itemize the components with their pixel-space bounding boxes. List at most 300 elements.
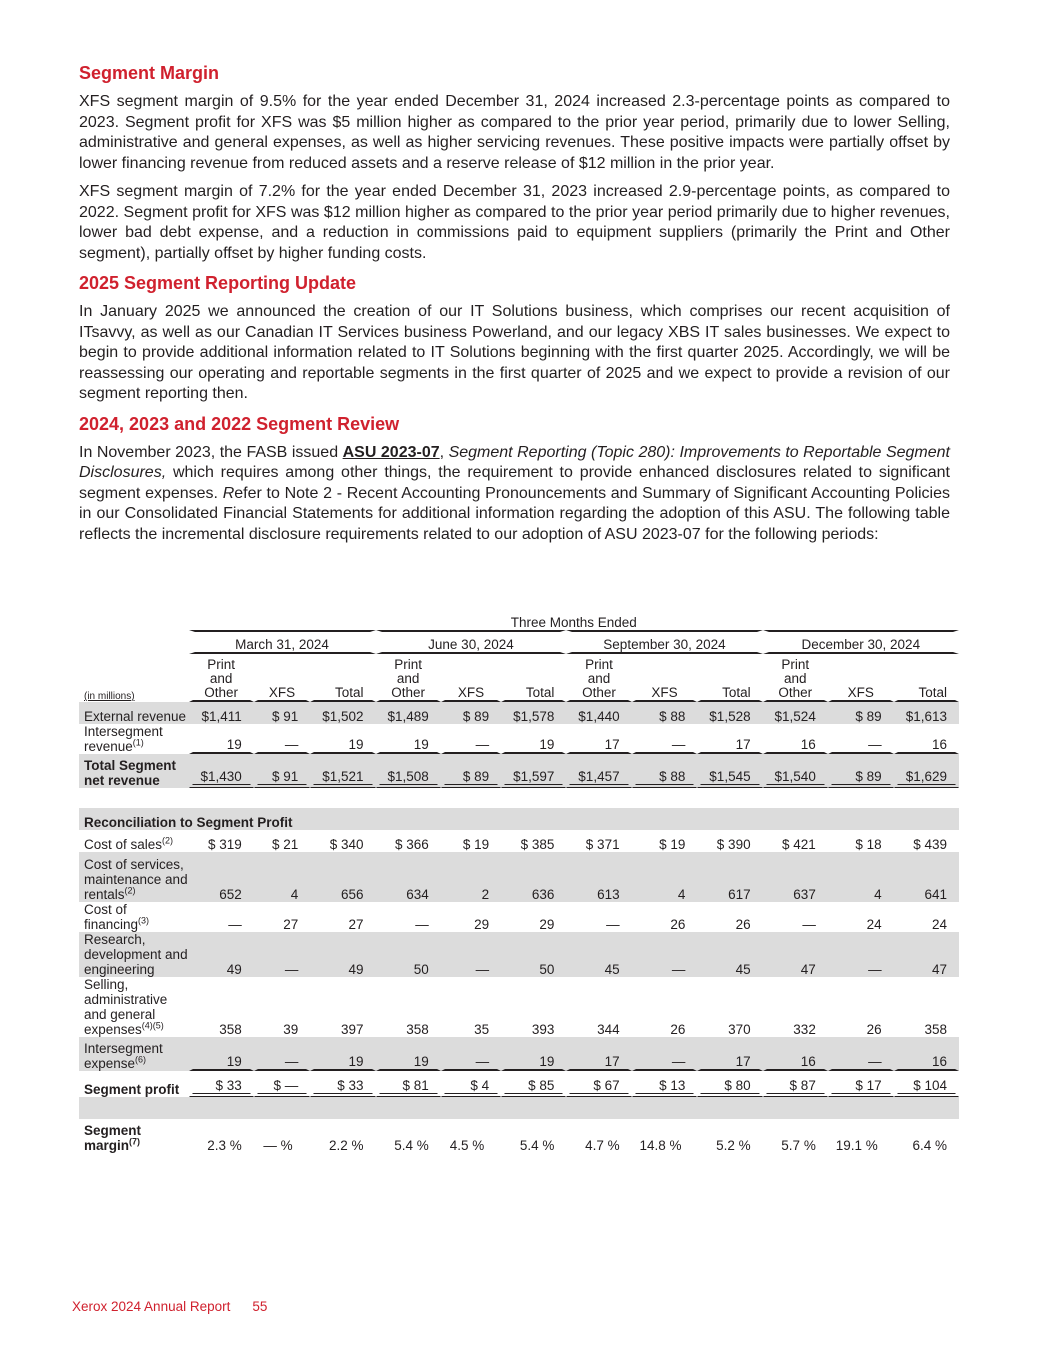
table-cell (254, 1037, 311, 1071)
cell-value: 26 (735, 917, 751, 932)
cell-value: — (802, 917, 816, 932)
table-cell (697, 852, 762, 902)
table-cell (189, 830, 254, 852)
row-label-text: Cost of services, maintenance and rentals (84, 857, 188, 902)
column-header-line: and (396, 671, 420, 686)
cell-value: 16 (931, 1054, 947, 1069)
table-cell (632, 754, 698, 788)
text: which requires among other things, the requirement to provide enhanced disclosures related to significant segment expenses. (79, 464, 950, 502)
cell-value: 27 (283, 917, 299, 932)
heading-reporting-update: 2025 Segment Reporting Update (79, 273, 357, 293)
cell-value: 45 (604, 962, 620, 977)
column-header-print-and-other (189, 654, 254, 702)
table-cell (566, 1071, 631, 1097)
spacer-cell (79, 788, 959, 808)
table-cell (441, 830, 501, 852)
table-cell (254, 852, 311, 902)
cell-value: 19 (539, 1054, 555, 1069)
table-cell (763, 724, 828, 754)
column-header-line: Print (394, 657, 423, 672)
table-row (79, 852, 959, 902)
cell-value: 27 (348, 917, 364, 932)
cell-value: $ 88 (659, 769, 686, 784)
table-cell (441, 1037, 501, 1071)
cell-value: 19 (413, 1054, 429, 1069)
segment-table (79, 612, 959, 1153)
table-row (79, 1119, 959, 1153)
table-cell (697, 1071, 762, 1097)
column-header-line: Other (204, 685, 239, 700)
cell-value: $ 89 (855, 709, 882, 724)
table-cell (376, 932, 441, 977)
table-cell (254, 932, 311, 977)
cell-value: $1,508 (387, 769, 429, 784)
table-cell (894, 754, 959, 788)
cell-value: 5.4 % (394, 1138, 429, 1153)
cell-value: 45 (735, 962, 751, 977)
cell-value: $ 366 (394, 837, 429, 852)
paragraph-xfs-2024: XFS segment margin of 9.5% for the year ended December 31, 2024 increased 2.3-percentage points as compared to 2023. Segment profit for XFS was $5 million higher as compared to the prior year period, primarily due to lower Selling, administrative and general expenses, as well as higher servicing revenues. These positive impacts were partially offset by lower financing revenue from reduced assets and a reserve release of $12 million in the prior year. (79, 93, 950, 172)
cell-value: 641 (924, 887, 947, 902)
row-label (79, 1071, 189, 1097)
table-cell (501, 754, 566, 788)
table-cell (376, 852, 441, 902)
table-cell (697, 754, 762, 788)
row-label-text: Research, development and engineering (84, 932, 188, 977)
cell-value: — % (263, 1138, 293, 1153)
cell-value: 617 (728, 887, 751, 902)
cell-value: 26 (670, 1022, 686, 1037)
table-cell (254, 977, 311, 1037)
table-cell (763, 902, 828, 932)
cell-value: 17 (604, 1054, 620, 1069)
table-cell (632, 702, 698, 724)
table-cell (189, 852, 254, 902)
row-label (79, 977, 189, 1037)
cell-value: 39 (283, 1022, 299, 1037)
cell-value: — (868, 1054, 882, 1069)
table-cell (894, 1037, 959, 1071)
table-cell (566, 977, 631, 1037)
table-cell (697, 977, 762, 1037)
table-cell (501, 852, 566, 902)
heading-segment-margin: Segment Margin (79, 63, 220, 83)
table-cell (376, 724, 441, 754)
column-header-print-and-other (763, 654, 828, 702)
text: In November 2023, the FASB issued (79, 443, 343, 461)
table-row (79, 754, 959, 788)
cell-value: 19 (226, 1054, 242, 1069)
row-label (79, 852, 189, 902)
footnote-marker: (1) (132, 737, 144, 748)
cell-value: 49 (348, 962, 364, 977)
table-cell (310, 852, 375, 902)
table-cell (828, 932, 894, 977)
column-header-line: Print (585, 657, 613, 672)
cell-value: 26 (670, 917, 686, 932)
italic-title: Segment Reporting (Topic 280): Improvements to Reportable Segment Disclosures, (79, 443, 950, 481)
cell-value: 332 (793, 1022, 816, 1037)
table-cell (254, 754, 311, 788)
text: , (439, 443, 449, 461)
table-row (79, 1071, 959, 1097)
spacer-row (79, 1097, 959, 1119)
row-label (79, 808, 959, 830)
column-header-line: Other (391, 685, 426, 700)
cell-value: 613 (597, 887, 620, 902)
cell-value: $1,524 (774, 709, 816, 724)
column-header-total: Total (894, 654, 959, 702)
cell-value: 4 (874, 887, 882, 902)
cell-value: 19 (348, 1054, 364, 1069)
cell-value: — (284, 737, 299, 752)
table-row (79, 1037, 959, 1071)
cell-value: — (671, 1054, 686, 1069)
row-label (79, 1119, 189, 1153)
table-cell (501, 1119, 566, 1153)
table-cell (189, 1071, 254, 1097)
table-cell (697, 932, 762, 977)
table-cell (254, 1071, 311, 1097)
table-cell (894, 932, 959, 977)
column-header-line: Other (582, 685, 616, 700)
table-cell (632, 1071, 698, 1097)
table-cell (189, 977, 254, 1037)
cell-value: 17 (735, 1054, 751, 1069)
cell-value: $1,578 (513, 709, 555, 724)
cell-value: $ 371 (585, 837, 620, 852)
cell-value: 393 (531, 1022, 555, 1037)
column-header-line: and (209, 671, 233, 686)
table-cell (376, 902, 441, 932)
table-cell (697, 1119, 762, 1153)
cell-value: 19 (539, 737, 555, 752)
cell-value: 637 (793, 887, 816, 902)
cell-value: 5.2 % (716, 1138, 751, 1153)
table-cell (310, 902, 375, 932)
cell-value: 358 (406, 1022, 429, 1037)
table-row (79, 702, 959, 724)
cell-value: $ 18 (855, 837, 882, 852)
table-cell (254, 902, 311, 932)
footnote-marker: (2) (162, 835, 174, 846)
table-cell (763, 1037, 828, 1071)
column-header-line: Print (781, 657, 810, 672)
cell-value: 16 (931, 737, 947, 752)
table-cell (566, 724, 631, 754)
table-cell (632, 852, 698, 902)
table-cell (894, 830, 959, 852)
table-cell (376, 1119, 441, 1153)
cell-value: $1,489 (387, 709, 429, 724)
cell-value: 35 (474, 1022, 490, 1037)
table-cell (828, 702, 894, 724)
cell-value: 2 (481, 887, 490, 902)
column-header-line: Print (207, 657, 236, 672)
table-cell (441, 754, 501, 788)
cell-value: 47 (800, 962, 816, 977)
cell-value: $1,613 (905, 709, 947, 724)
column-header-line: and (783, 671, 807, 686)
row-label-text: Cost of financing (84, 902, 139, 932)
cell-value: $ 80 (724, 1078, 751, 1093)
cell-value: — (475, 962, 490, 977)
table-cell (828, 754, 894, 788)
period-header: June 30, 2024 (376, 630, 567, 654)
cell-value: 344 (597, 1022, 620, 1037)
table-cell (894, 724, 959, 754)
table-row (79, 932, 959, 977)
table-cell (501, 977, 566, 1037)
table-cell (763, 830, 828, 852)
cell-value: 4.7 % (585, 1138, 620, 1153)
table-cell (310, 1071, 375, 1097)
period-header: December 30, 2024 (763, 630, 959, 654)
row-label (79, 830, 189, 852)
table-cell (376, 1037, 441, 1071)
table-cell (189, 754, 254, 788)
table-cell (632, 1119, 698, 1153)
table-cell (763, 1119, 828, 1153)
cell-value: $ 13 (659, 1078, 686, 1093)
cell-value: — (475, 1054, 490, 1069)
cell-value: 634 (406, 887, 429, 902)
cell-value: — (475, 737, 490, 752)
table-cell (189, 902, 254, 932)
table-cell (894, 852, 959, 902)
table-cell (376, 830, 441, 852)
table-cell (254, 702, 311, 724)
cell-value: — (868, 737, 882, 752)
cell-value: $1,521 (322, 769, 364, 784)
table-cell (894, 1119, 959, 1153)
cell-value: — (415, 917, 429, 932)
table-cell (310, 724, 375, 754)
footnote-marker: (7) (129, 1136, 141, 1147)
row-label-text: Segment profit (84, 1082, 180, 1097)
table-row (79, 830, 959, 852)
table-cell (697, 702, 762, 724)
table-cell (697, 724, 762, 754)
cell-value: 16 (800, 737, 816, 752)
cell-value: 5.7 % (781, 1138, 816, 1153)
cell-value: $ 390 (716, 837, 751, 852)
cell-value: 29 (539, 917, 555, 932)
spacer-cell (79, 1097, 959, 1119)
table-cell (189, 724, 254, 754)
table-cell (763, 754, 828, 788)
italic-r: R (222, 484, 235, 502)
table-row (79, 977, 959, 1037)
cell-value: 24 (866, 917, 882, 932)
cell-value: 29 (474, 917, 490, 932)
cell-value: $ 87 (789, 1078, 816, 1093)
table-cell (501, 702, 566, 724)
row-label-text: Segment margin (84, 1123, 142, 1153)
cell-value: $ 33 (215, 1078, 242, 1093)
row-label (79, 702, 189, 724)
table-row (79, 808, 959, 830)
cell-value: 17 (604, 737, 620, 752)
row-label (79, 902, 189, 932)
table-cell (632, 830, 698, 852)
row-label-text: Cost of sales (84, 837, 163, 852)
row-label (79, 1037, 189, 1071)
column-header-line: and (587, 671, 611, 686)
table-cell (566, 754, 631, 788)
cell-value: 4 (290, 887, 299, 902)
table-cell (828, 1037, 894, 1071)
table-cell (310, 977, 375, 1037)
cell-value: $1,411 (201, 709, 242, 724)
cell-value: 26 (866, 1022, 882, 1037)
cell-value: 19 (226, 737, 242, 752)
row-label (79, 754, 189, 788)
table-cell (828, 852, 894, 902)
footnote-marker: (4)(5) (141, 1020, 164, 1031)
cell-value: 2.3 % (207, 1138, 242, 1153)
table-cell (566, 1037, 631, 1071)
cell-value: 2.2 % (329, 1138, 364, 1153)
table-cell (254, 830, 311, 852)
table-cell (828, 977, 894, 1037)
table-cell (566, 902, 631, 932)
cell-value: — (284, 962, 299, 977)
cell-value: $ 4 (470, 1078, 490, 1093)
cell-value: $ 81 (402, 1078, 429, 1093)
table-cell (310, 1037, 375, 1071)
page-number: 55 (252, 1299, 268, 1314)
column-header-line: Other (778, 685, 813, 700)
table-cell (501, 830, 566, 852)
table-cell (501, 902, 566, 932)
cell-value: 636 (531, 887, 555, 902)
table-cell (632, 902, 698, 932)
column-header-total: Total (697, 654, 762, 702)
cell-value: 4.5 % (449, 1138, 485, 1153)
period-header: March 31, 2024 (189, 630, 376, 654)
cell-value: $1,545 (709, 769, 751, 784)
units-label (79, 654, 189, 702)
table-cell (763, 932, 828, 977)
cell-value: 50 (539, 962, 555, 977)
table-cell (828, 830, 894, 852)
cell-value: $ — (273, 1078, 299, 1093)
cell-value: 16 (800, 1054, 816, 1069)
table-cell (566, 1119, 631, 1153)
cell-value: — (671, 737, 686, 752)
column-header-xfs: XFS (254, 654, 311, 702)
cell-value: $1,597 (513, 769, 555, 784)
cell-value: $1,430 (200, 769, 242, 784)
table-cell (632, 977, 698, 1037)
table-cell (254, 724, 311, 754)
table-cell (566, 702, 631, 724)
row-label-text: Selling, administrative and general expenses (84, 977, 168, 1037)
row-label-text: Intersegment revenue (84, 724, 163, 754)
table-cell (566, 852, 631, 902)
table-cell (441, 902, 501, 932)
table-cell (501, 932, 566, 977)
table-cell (763, 852, 828, 902)
cell-value: $1,540 (774, 769, 816, 784)
cell-value: $1,457 (578, 769, 620, 784)
row-label-text: Total Segment net revenue (84, 758, 177, 788)
text: efer to Note 2 - Recent Accounting Pronouncements and Summary of Significant Accounting Policies in our Consolidated Financial Statements for additional information regarding the adoption of this ASU. The following table reflects the incremental disclosure requirements related to our adoption of ASU 2023-07 for the following periods: (79, 484, 951, 543)
cell-value: $ 19 (659, 837, 686, 852)
table-cell (763, 1071, 828, 1097)
asu-2023-07-link[interactable]: ASU 2023-07 (342, 443, 440, 461)
cell-value: $ 33 (337, 1078, 364, 1093)
table-cell (894, 902, 959, 932)
table-cell (189, 702, 254, 724)
row-label-text: Intersegment expense (84, 1041, 163, 1071)
table-cell (441, 702, 501, 724)
cell-value: $ 89 (462, 709, 490, 724)
column-header-xfs: XFS (632, 654, 698, 702)
spacer-row (79, 788, 959, 808)
table-cell (441, 977, 501, 1037)
table-cell (697, 830, 762, 852)
cell-value: 370 (728, 1022, 751, 1037)
row-label (79, 932, 189, 977)
three-months-ended-header: Three Months Ended (510, 615, 637, 630)
cell-value: — (606, 917, 620, 932)
table-cell (697, 902, 762, 932)
table-cell (310, 754, 375, 788)
paragraph-xfs-2023: XFS segment margin of 7.2% for the year ended December 31, 2023 increased 2.9-percentage points, as compared to 2022. Segment profit for XFS was $12 million higher as compared to the prior year period primarily due to higher revenues, lower bad debt expense, and a reduction in commissions paid to equipment suppliers (primarily the Print and Other segment), partially offset by higher funding costs. (79, 183, 950, 262)
paragraph-segment-review (79, 443, 950, 546)
cell-value: — (671, 962, 686, 977)
cell-value: $ 91 (272, 709, 299, 724)
cell-value: 50 (413, 962, 429, 977)
table-cell (189, 932, 254, 977)
column-header-total: Total (501, 654, 566, 702)
cell-value: 397 (341, 1022, 364, 1037)
cell-value: $1,502 (322, 709, 364, 724)
table-cell (763, 977, 828, 1037)
cell-value: $ 88 (659, 709, 686, 724)
table-cell (189, 1119, 254, 1153)
cell-value: $ 421 (782, 837, 816, 852)
table-cell (501, 1071, 566, 1097)
cell-value: 49 (226, 962, 242, 977)
table-cell (310, 932, 375, 977)
table-cell (441, 724, 501, 754)
table-cell (828, 1119, 894, 1153)
period-header: September 30, 2024 (566, 630, 762, 654)
table-cell (310, 830, 375, 852)
cell-value: 6.4 % (912, 1138, 947, 1153)
cell-value: 656 (341, 887, 364, 902)
table-cell (566, 932, 631, 977)
column-header-total: Total (310, 654, 375, 702)
page-footer (72, 1299, 267, 1314)
cell-value: $ 19 (462, 837, 490, 852)
table-cell (501, 724, 566, 754)
heading-segment-review: 2024, 2023 and 2022 Segment Review (79, 413, 400, 434)
table-cell (632, 1037, 698, 1071)
in-millions-label: (in millions) (84, 691, 135, 702)
footnote-marker: (2) (124, 885, 136, 896)
cell-value: $ 89 (462, 769, 490, 784)
table-cell (254, 1119, 311, 1153)
table-cell (376, 977, 441, 1037)
cell-value: $ 385 (520, 837, 555, 852)
cell-value: — (868, 962, 882, 977)
cell-value: $ 17 (855, 1078, 882, 1093)
table-cell (828, 1071, 894, 1097)
